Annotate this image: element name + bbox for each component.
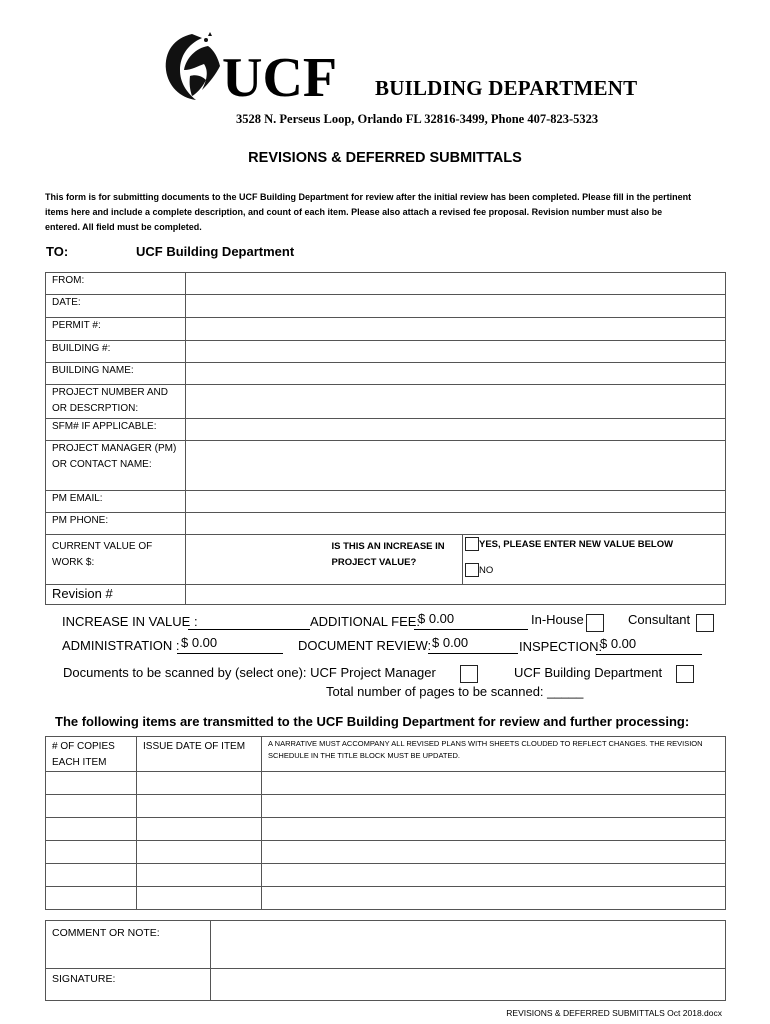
ucf-logo bbox=[162, 30, 362, 102]
footer-filename: REVISIONS & DEFERRED SUBMITTALS Oct 2018.docx bbox=[506, 1008, 722, 1018]
increase-question: IS THIS AN INCREASE IN PROJECT VALUE? bbox=[326, 535, 463, 585]
project-manager-field[interactable] bbox=[186, 441, 726, 491]
comment-field[interactable] bbox=[211, 921, 726, 969]
table-row bbox=[46, 841, 726, 864]
scan-prompt: Documents to be scanned by (select one): UCF Project Manager bbox=[63, 665, 436, 680]
form-title: REVISIONS & DEFERRED SUBMITTALS bbox=[248, 150, 522, 166]
department-name: BUILDING DEPARTMENT bbox=[375, 76, 638, 100]
table-header-row bbox=[46, 737, 726, 772]
project-number-field[interactable] bbox=[186, 385, 726, 419]
field-label: BUILDING #: bbox=[46, 341, 186, 363]
to-label: TO: bbox=[46, 244, 69, 259]
table-row bbox=[46, 772, 726, 795]
date-field[interactable] bbox=[186, 295, 726, 318]
from-field[interactable] bbox=[186, 273, 726, 295]
scan-dept-checkbox[interactable] bbox=[676, 665, 694, 683]
table-row bbox=[46, 795, 726, 818]
narrative-cell[interactable] bbox=[262, 772, 726, 795]
narrative-cell[interactable] bbox=[262, 818, 726, 841]
logo-wordmark: UCF bbox=[222, 47, 338, 102]
document-review-label: DOCUMENT REVIEW: bbox=[298, 638, 432, 653]
issue-date-cell[interactable] bbox=[137, 841, 262, 864]
copies-cell[interactable] bbox=[46, 772, 137, 795]
revision-row bbox=[46, 585, 726, 605]
signature-row bbox=[46, 969, 726, 1001]
yes-checkbox[interactable] bbox=[465, 537, 479, 551]
signature-field[interactable] bbox=[211, 969, 726, 1001]
comment-row bbox=[46, 921, 726, 969]
inspection-value: $ 0.00 bbox=[600, 636, 637, 651]
yes-label: YES, PLEASE ENTER NEW VALUE BELOW bbox=[479, 539, 674, 550]
transmitted-items-table bbox=[45, 736, 726, 910]
col-narrative-header: A NARRATIVE MUST ACCOMPANY ALL REVISED PLANS WITH SHEETS CLOUDED TO REFLECT CHANGES. THE REVISION SCHEDULE IN THE TITLE BLOCK MUST BE UPDATED. bbox=[262, 737, 726, 772]
field-label: PROJECT MANAGER (PM) OR CONTACT NAME: bbox=[46, 441, 186, 491]
copies-cell[interactable] bbox=[46, 795, 137, 818]
scan-dept-label: UCF Building Department bbox=[514, 665, 663, 680]
table-row bbox=[46, 818, 726, 841]
narrative-cell[interactable] bbox=[262, 795, 726, 818]
inhouse-checkbox[interactable] bbox=[586, 614, 604, 632]
to-value: UCF Building Department bbox=[136, 244, 295, 259]
issue-date-cell[interactable] bbox=[137, 795, 262, 818]
field-row bbox=[46, 318, 726, 341]
field-row bbox=[46, 441, 726, 491]
inhouse-label: In-House bbox=[531, 612, 584, 627]
field-label: BUILDING NAME: bbox=[46, 363, 186, 385]
current-value-field[interactable] bbox=[186, 535, 326, 585]
revision-field[interactable] bbox=[186, 585, 726, 605]
intro-paragraph: This form is for submitting documents to the UCF Building Department for review after the initial review has been completed. Please fill in the pertinent items here and include a complete description, and count of each item. Please also attach a revised fee proposal. Revision number must also be entered. All field must be completed. bbox=[45, 192, 692, 232]
field-label: FROM: bbox=[46, 273, 186, 295]
narrative-cell[interactable] bbox=[262, 841, 726, 864]
field-label: PERMIT #: bbox=[46, 318, 186, 341]
submittal-info-table bbox=[45, 272, 726, 605]
document-review-value: $ 0.00 bbox=[432, 635, 469, 650]
field-row bbox=[46, 491, 726, 513]
department-address: 3528 N. Perseus Loop, Orlando FL 32816-3499, Phone 407-823-5323 bbox=[236, 112, 599, 126]
field-row bbox=[46, 513, 726, 535]
pegasus-icon bbox=[166, 32, 220, 100]
col-issue-header: ISSUE DATE OF ITEM bbox=[137, 737, 262, 772]
issue-date-cell[interactable] bbox=[137, 818, 262, 841]
copies-cell[interactable] bbox=[46, 887, 137, 910]
copies-cell[interactable] bbox=[46, 841, 137, 864]
additional-fee-value: $ 0.00 bbox=[418, 611, 455, 626]
building-name-field[interactable] bbox=[186, 363, 726, 385]
copies-cell[interactable] bbox=[46, 864, 137, 887]
revision-label: Revision # bbox=[46, 585, 186, 605]
field-label: DATE: bbox=[46, 295, 186, 318]
increase-in-value-field[interactable] bbox=[188, 614, 310, 630]
permit-field[interactable] bbox=[186, 318, 726, 341]
transmit-heading: The following items are transmitted to the UCF Building Department for review and further processing: bbox=[55, 714, 690, 729]
field-row bbox=[46, 385, 726, 419]
pm-phone-field[interactable] bbox=[186, 513, 726, 535]
building-number-field[interactable] bbox=[186, 341, 726, 363]
field-row bbox=[46, 363, 726, 385]
increase-in-value-label: INCREASE IN VALUE : bbox=[62, 614, 198, 629]
field-label: PM PHONE: bbox=[46, 513, 186, 535]
signature-label: SIGNATURE: bbox=[46, 969, 211, 1001]
field-row bbox=[46, 419, 726, 441]
administration-label: ADMINISTRATION : bbox=[62, 638, 180, 653]
field-label: PROJECT NUMBER AND OR DESCRPTION: bbox=[46, 385, 186, 419]
consultant-label: Consultant bbox=[628, 612, 691, 627]
current-value-label: CURRENT VALUE OF WORK $: bbox=[46, 535, 186, 585]
no-label: NO bbox=[479, 565, 494, 576]
pm-email-field[interactable] bbox=[186, 491, 726, 513]
sfm-field[interactable] bbox=[186, 419, 726, 441]
issue-date-cell[interactable] bbox=[137, 887, 262, 910]
value-row bbox=[46, 535, 726, 585]
total-pages-label: Total number of pages to be scanned: _____ bbox=[326, 684, 584, 699]
narrative-cell[interactable] bbox=[262, 864, 726, 887]
additional-fee-label: ADDITIONAL FEE: bbox=[310, 614, 421, 629]
col-copies-header: # OF COPIES EACH ITEM bbox=[46, 737, 137, 772]
administration-value: $ 0.00 bbox=[181, 635, 218, 650]
comment-label: COMMENT OR NOTE: bbox=[46, 921, 211, 969]
field-row bbox=[46, 295, 726, 318]
issue-date-cell[interactable] bbox=[137, 772, 262, 795]
narrative-cell[interactable] bbox=[262, 887, 726, 910]
inspection-label: INSPECTION: bbox=[519, 639, 603, 654]
table-row bbox=[46, 887, 726, 910]
comment-signature-table bbox=[45, 920, 726, 1001]
field-label: PM EMAIL: bbox=[46, 491, 186, 513]
consultant-checkbox[interactable] bbox=[696, 614, 714, 632]
copies-cell[interactable] bbox=[46, 818, 137, 841]
field-row bbox=[46, 341, 726, 363]
table-row bbox=[46, 864, 726, 887]
scan-pm-checkbox[interactable] bbox=[460, 665, 478, 683]
issue-date-cell[interactable] bbox=[137, 864, 262, 887]
no-checkbox[interactable] bbox=[465, 563, 479, 577]
field-row bbox=[46, 273, 726, 295]
field-label: SFM# IF APPLICABLE: bbox=[46, 419, 186, 441]
